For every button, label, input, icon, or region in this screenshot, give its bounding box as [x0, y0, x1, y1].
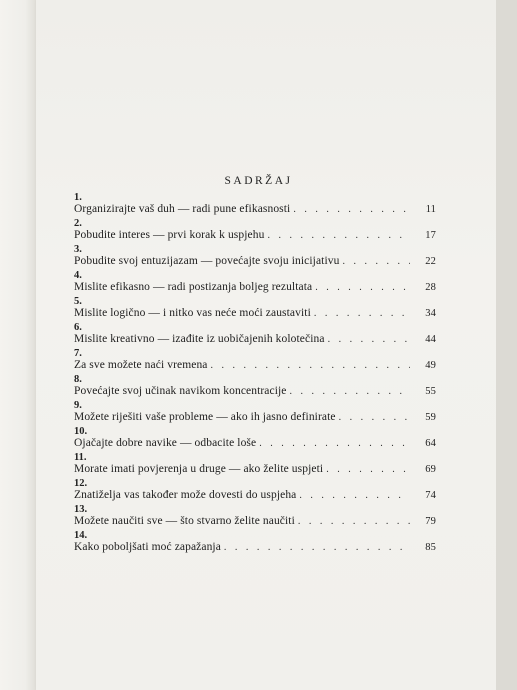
chapter-title: Morate imati povjerenja u druge — ako želite uspjeti	[74, 463, 324, 475]
page-number: 69	[425, 464, 436, 475]
adjacent-page-edge	[0, 0, 36, 690]
page-number: 74	[425, 490, 436, 501]
page-number: 59	[425, 412, 436, 423]
chapter-number: 4.	[74, 270, 82, 281]
toc-entry	[74, 348, 436, 374]
chapter-number: 6.	[74, 322, 82, 333]
chapter-number: 2.	[74, 218, 82, 229]
toc-entry	[74, 270, 436, 296]
toc-entry	[74, 244, 436, 270]
chapter-number: 14.	[74, 530, 88, 541]
dot-leader	[293, 204, 410, 215]
chapter-title: Za sve možete naći vremena	[74, 359, 208, 371]
chapter-line	[74, 255, 436, 267]
chapter-line	[74, 463, 436, 475]
dot-leader	[342, 256, 410, 267]
dot-leader	[315, 282, 410, 293]
toc-entry	[74, 400, 436, 426]
chapter-number: 10.	[74, 426, 88, 437]
chapter-number: 1.	[74, 192, 82, 203]
chapter-line	[74, 281, 436, 293]
chapter-title: Povećajte svoj učinak navikom koncentracije	[74, 385, 287, 397]
page-number: 55	[425, 386, 436, 397]
chapter-line	[74, 359, 436, 371]
chapter-title: Ojačajte dobre navike — odbacite loše	[74, 437, 257, 449]
toc-entry	[74, 322, 436, 348]
dot-leader	[224, 542, 410, 553]
chapter-title: Mislite logično — i nitko vas neće moći zaustaviti	[74, 307, 311, 319]
toc-entry	[74, 530, 436, 556]
chapter-line	[74, 541, 436, 553]
page-number: 49	[425, 360, 436, 371]
chapter-title: Znatiželja vas također može dovesti do uspjeha	[74, 489, 297, 501]
chapter-number: 3.	[74, 244, 82, 255]
page-number: 17	[425, 230, 436, 241]
toc-entry	[74, 504, 436, 530]
chapter-number: 7.	[74, 348, 82, 359]
chapter-line	[74, 489, 436, 501]
chapter-title: Mislite kreativno — izađite iz uobičajenih kolotečina	[74, 333, 325, 345]
dot-leader	[326, 464, 410, 475]
chapter-title: Pobudite interes — prvi korak k uspjehu	[74, 229, 265, 241]
dot-leader	[314, 308, 410, 319]
chapter-line	[74, 333, 436, 345]
chapter-title: Možete riješiti vaše probleme — ako ih jasno definirate	[74, 411, 336, 423]
page-number: 44	[425, 334, 436, 345]
chapter-number: 13.	[74, 504, 88, 515]
toc-entry	[74, 452, 436, 478]
chapter-number: 5.	[74, 296, 82, 307]
chapter-line	[74, 437, 436, 449]
dot-leader	[259, 438, 410, 449]
dot-leader	[267, 230, 410, 241]
dot-leader	[211, 360, 410, 371]
chapter-title: Mislite efikasno — radi postizanja boljeg rezultata	[74, 281, 313, 293]
toc-entry	[74, 374, 436, 400]
toc-entry	[74, 426, 436, 452]
dot-leader	[339, 412, 410, 423]
chapter-line	[74, 385, 436, 397]
toc-entry	[74, 218, 436, 244]
chapter-line	[74, 515, 436, 527]
chapter-line	[74, 307, 436, 319]
page-title: SADRŽAJ	[224, 175, 293, 187]
toc-entry	[74, 478, 436, 504]
dot-leader	[290, 386, 410, 397]
background-surface	[496, 0, 517, 690]
toc-entry	[74, 192, 436, 218]
chapter-line	[74, 411, 436, 423]
chapter-number: 12.	[74, 478, 88, 489]
page-number: 85	[425, 542, 436, 553]
chapter-title: Pobudite svoj entuzijazam — povećajte svoju inicijativu	[74, 255, 340, 267]
chapter-number: 9.	[74, 400, 82, 411]
page-number: 79	[425, 516, 436, 527]
chapter-title: Kako poboljšati moć zapažanja	[74, 541, 221, 553]
chapter-number: 8.	[74, 374, 82, 385]
chapter-title: Organizirajte vaš duh — radi pune efikasnosti	[74, 203, 291, 215]
dot-leader	[298, 516, 410, 527]
toc-entry	[74, 296, 436, 322]
chapter-line	[74, 229, 436, 241]
page-number: 34	[425, 308, 436, 319]
table-of-contents	[74, 192, 436, 556]
page-number: 22	[425, 256, 436, 267]
page-number: 11	[425, 204, 436, 215]
page-number: 28	[425, 282, 436, 293]
chapter-number: 11.	[74, 452, 87, 463]
chapter-line	[74, 203, 436, 215]
chapter-title: Možete naučiti sve — što stvarno želite naučiti	[74, 515, 295, 527]
page-number: 64	[425, 438, 436, 449]
dot-leader	[299, 490, 410, 501]
dot-leader	[328, 334, 410, 345]
